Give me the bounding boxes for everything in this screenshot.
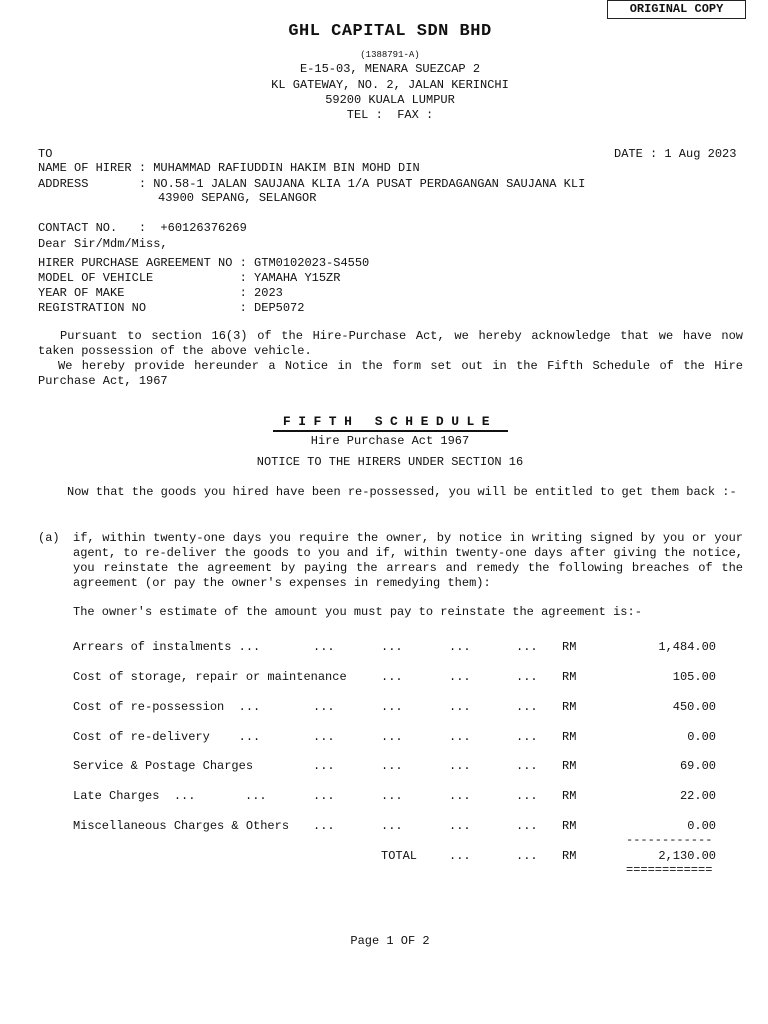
charge-amount: 1,484.00 — [658, 640, 716, 654]
charge-currency: RM — [562, 700, 577, 714]
to-label: TO — [38, 147, 53, 161]
total-double-underline: ============ — [626, 863, 713, 877]
company-address-line-3: 59200 KUALA LUMPUR — [325, 93, 455, 107]
vehicle-model: MODEL OF VEHICLE : YAMAHA Y15ZR — [38, 271, 341, 285]
item-a-label: (a) — [38, 531, 60, 545]
charge-label: Late Charges ... — [73, 789, 196, 803]
charge-dots: ... — [381, 730, 403, 744]
charge-dots: ... — [381, 759, 403, 773]
charge-label: Arrears of instalments ... — [73, 640, 261, 654]
charge-amount: 69.00 — [679, 759, 716, 773]
agreement-number: HIRER PURCHASE AGREEMENT NO : GTM0102023-S4550 — [38, 256, 370, 270]
charge-dots: ... — [381, 819, 403, 833]
charge-dots: ... — [313, 640, 335, 654]
charge-currency: RM — [562, 640, 577, 654]
hirer-contact: CONTACT NO. : +60126376269 — [38, 221, 247, 235]
charge-currency: RM — [562, 789, 577, 803]
charge-dots: ... — [381, 670, 403, 684]
body-intro: Now that the goods you hired have been re-possessed, you will be entitled to get them back :- — [67, 485, 737, 499]
charge-dots: ... — [449, 759, 471, 773]
charge-amount: 105.00 — [672, 670, 716, 684]
total-amount: 2,130.00 — [658, 849, 716, 863]
charge-dots: ... — [449, 700, 471, 714]
company-reg-no: (1388791-A) — [360, 50, 420, 60]
fifth-schedule-underline — [273, 430, 508, 432]
charge-amount: 0.00 — [687, 730, 716, 744]
charge-dots: ... — [516, 670, 538, 684]
charge-label: Cost of re-delivery ... — [73, 730, 261, 744]
charge-dots: ... — [449, 670, 471, 684]
charge-currency: RM — [562, 759, 577, 773]
charge-dots: ... — [449, 819, 471, 833]
company-address-line-1: E-15-03, MENARA SUEZCAP 2 — [299, 62, 481, 76]
charge-label: Cost of re-possession ... — [73, 700, 261, 714]
hirer-address-line-2: 43900 SEPANG, SELANGOR — [158, 191, 317, 205]
charge-currency: RM — [562, 819, 577, 833]
charge-amount: 0.00 — [687, 819, 716, 833]
charge-dots: ... — [449, 789, 471, 803]
charge-dots: ... — [516, 730, 538, 744]
owner-estimate: The owner's estimate of the amount you must pay to reinstate the agreement is:- — [73, 605, 642, 619]
company-name: GHL CAPITAL SDN BHD — [288, 22, 492, 41]
paragraph-acknowledge: Pursuant to section 16(3) of the Hire-Purchase Act, we hereby acknowledge that we have now taken possession of the above vehicle. — [38, 329, 743, 358]
fifth-schedule-title: FIFTH SCHEDULE — [282, 414, 498, 429]
vehicle-registration: REGISTRATION NO : DEP5072 — [38, 301, 305, 315]
hirer-address: ADDRESS : NO.58-1 JALAN SAUJANA KLIA 1/A PUSAT PERDAGANGAN SAUJANA KLI — [38, 177, 586, 191]
subtotal-separator: ------------ — [626, 833, 713, 847]
total-dots: ... — [449, 849, 471, 863]
charge-dots: ... — [516, 789, 538, 803]
notice-date: DATE : 1 Aug 2023 — [614, 147, 737, 161]
charge-dots: ... — [516, 640, 538, 654]
total-currency: RM — [562, 849, 577, 863]
item-a-text: if, within twenty-one days you require the owner, by notice in writing signed by you or your agent, to re-deliver the goods to you and if, within twenty-one days after giving the notice, you reinstate the agreement by paying the arrears and remedy the following breaches of the agreement (or pay the owner's expenses in remedying them): — [73, 531, 743, 590]
charge-amount: 22.00 — [679, 789, 716, 803]
charge-label: Miscellaneous Charges & Others — [73, 819, 290, 833]
schedule-act: Hire Purchase Act 1967 — [310, 434, 470, 448]
original-copy-stamp: ORIGINAL COPY — [607, 0, 746, 19]
charge-label: Service & Postage Charges — [73, 759, 254, 773]
charge-dots: ... — [313, 730, 335, 744]
charge-dots: ... — [516, 700, 538, 714]
charge-dots: ... — [516, 819, 538, 833]
charge-dots: ... — [381, 789, 403, 803]
charge-amount: 450.00 — [672, 700, 716, 714]
charge-dots: ... — [313, 789, 335, 803]
schedule-notice-title: NOTICE TO THE HIRERS UNDER SECTION 16 — [256, 455, 524, 469]
charge-currency: RM — [562, 730, 577, 744]
charge-dots: ... — [313, 819, 335, 833]
charge-currency: RM — [562, 670, 577, 684]
charge-dots: ... — [381, 700, 403, 714]
charge-dots: ... — [313, 700, 335, 714]
page-number: Page 1 OF 2 — [350, 934, 430, 948]
charge-dots: ... — [245, 789, 267, 803]
company-address-line-2: KL GATEWAY, NO. 2, JALAN KERINCHI — [271, 78, 509, 92]
charge-dots: ... — [313, 759, 335, 773]
charge-dots: ... — [449, 640, 471, 654]
company-tel-fax: TEL : FAX : — [346, 108, 434, 122]
paragraph-notice: We hereby provide hereunder a Notice in the form set out in the Fifth Schedule of the Hire Purchase Act, 1967 — [38, 359, 743, 388]
charge-dots: ... — [516, 759, 538, 773]
hirer-name: NAME OF HIRER : MUHAMMAD RAFIUDDIN HAKIM BIN MOHD DIN — [38, 161, 420, 175]
charge-dots: ... — [449, 730, 471, 744]
vehicle-year: YEAR OF MAKE : 2023 — [38, 286, 283, 300]
charge-dots: ... — [381, 640, 403, 654]
charge-label: Cost of storage, repair or maintenance — [73, 670, 347, 684]
total-label: TOTAL — [381, 849, 418, 863]
total-dots: ... — [516, 849, 538, 863]
salutation: Dear Sir/Mdm/Miss, — [38, 237, 168, 251]
